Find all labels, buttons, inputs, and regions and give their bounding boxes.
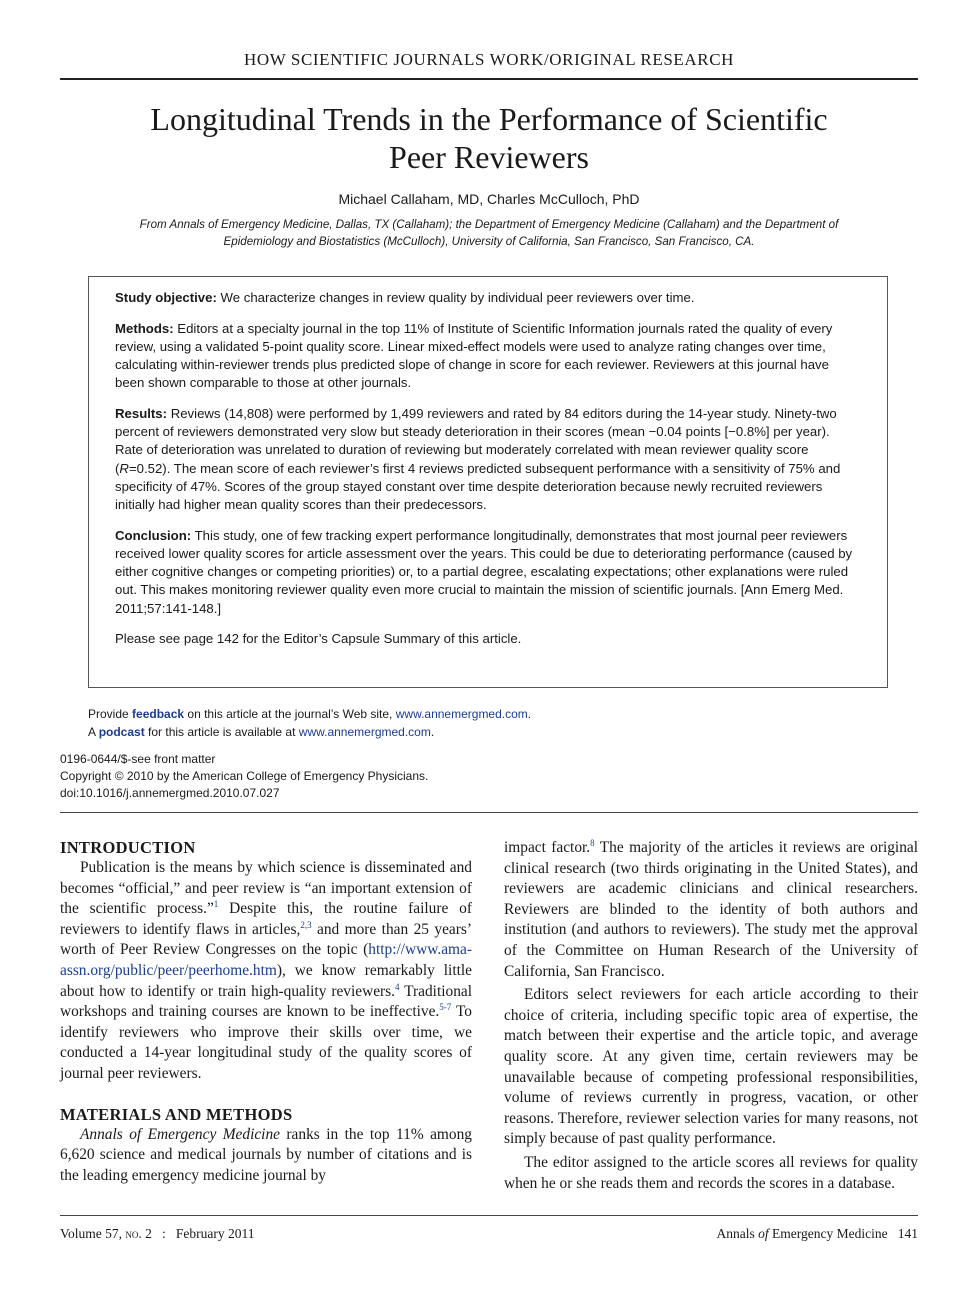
feedback-prefix: Provide xyxy=(88,707,133,721)
abstract-box xyxy=(88,276,888,688)
footer-issue: no. 2 xyxy=(125,1226,152,1241)
copyright-block xyxy=(60,751,428,802)
intro-text-f: To identify reviewers who improve their skills over time, we conducted a 14-year longitudinal study of the quality scores of journal peer reviewers. xyxy=(60,1003,472,1082)
authors: Michael Callaham, MD, Charles McCulloch, PhD xyxy=(338,191,640,207)
podcast-website-link[interactable]: www.annemergmed.com xyxy=(298,724,431,739)
abstract-objective xyxy=(115,289,861,307)
feedback-lines xyxy=(88,706,531,741)
podcast-line xyxy=(88,724,531,742)
methods-paragraph xyxy=(60,1125,472,1187)
footer-journal-of: of xyxy=(758,1226,769,1241)
results-label: Results: xyxy=(115,406,168,422)
footer-separator: : xyxy=(162,1226,166,1241)
conclusion-text: This study, one of few tracking expert performance longitudinally, demonstrates that most journal peer reviewers received lower quality scores for article assessment over the years. This could be due to deteriorating performance (caused by either cognitive changes or competing priorities) or, to a partial degree, escalating expectations; other explanations were ruled out. This makes monitoring reviewer quality even more crucial to maintain the mission of scientific journals. [Ann Emerg Med. 2011;57:141-148.] xyxy=(115,527,853,616)
intro-text-a: Publication is the means by which science is disseminated and becomes “official,” and peer review is “an important extension of the scientific process.” xyxy=(60,859,472,918)
affiliation-line-1: From Annals of Emergency Medicine, Dallas, TX (Callaham); the Department of Emergency Medicine (Callaham) and the Department of xyxy=(139,218,839,231)
methods-text: Editors at a specialty journal in the top 11% of Institute of Scientific Information journals rated the quality of every review, using a validated 5-point quality score. Linear mixed-effect models were used to analyze rating changes over time, calculating within-reviewer trends plus predicted slope of change in score for each reviewer. Reviewers at this journal have been shown comparable to those at other journals. xyxy=(115,320,833,391)
issn-line: 0196-0644/$-see front matter xyxy=(60,752,216,766)
section-header: HOW SCIENTIFIC JOURNALS WORK/ORIGINAL RESEARCH xyxy=(243,50,735,69)
introduction-heading: INTRODUCTION xyxy=(60,838,196,857)
intro-text-e: Traditional workshops and training courses are known to be ineffective. xyxy=(60,982,472,1021)
podcast-link[interactable]: podcast xyxy=(98,724,145,739)
reference-1[interactable]: 1 xyxy=(213,899,219,910)
journal-website-link[interactable]: www.annemergmed.com xyxy=(395,707,528,721)
intro-text-d: ), we know remarkably little about how to identify or train high-quality reviewers. xyxy=(60,961,472,1000)
right-text-a: impact factor. xyxy=(504,839,591,856)
feedback-end: . xyxy=(527,707,532,721)
right-text-b: The majority of the articles it reviews are original clinical research (two thirds originating in the United States), and reviewers are academic clinicians and clinical researchers. Reviewers are blinded to the identity of both authors and institution (and authors to reviewers). The study met the approval of the Committee on Human Research of the University of California, San Francisco. xyxy=(504,839,918,980)
feedback-mid: on this article at the journal’s Web site, xyxy=(184,707,396,721)
affiliation-line-2: Epidemiology and Biostatistics (McCulloch), University of California, San Francisco, San Francisco, CA. xyxy=(223,235,755,248)
footer-volume: Volume 57, xyxy=(60,1226,123,1241)
page-number: 141 xyxy=(897,1226,918,1241)
copyright-line: Copyright © 2010 by the American College of Emergency Physicians. xyxy=(60,769,429,783)
section-divider xyxy=(60,812,918,813)
doi-line: doi:10.1016/j.annemergmed.2010.07.027 xyxy=(60,786,280,800)
reference-5-7[interactable]: 5-7 xyxy=(439,1002,452,1013)
objective-text: We characterize changes in review quality by individual peer reviewers over time. xyxy=(216,290,695,305)
affiliation xyxy=(80,216,898,250)
abstract-conclusion xyxy=(115,527,861,618)
results-text-a: Reviews (14,808) were performed by 1,499 reviewers and rated by 84 editors during the 14-year study. Ninety-two percent of reviewers demonstrated very slow but steady deterioration in their scores (mean −0.04 points [−0.8%] per year). Rate of deterioration was unrelated to duration of reviewing but moderately correlated with mean reviewer quality score ( xyxy=(115,406,837,476)
scoring-paragraph: The editor assigned to the article scores all reviews for quality when he or she reads them and records the scores in a database. xyxy=(504,1153,918,1192)
body-column-right xyxy=(504,838,918,1194)
reviewer-selection-paragraph: Editors select reviewers for each article according to their choice of criteria, including specific topic area of expertise, the match between their expertise and the article topic, and average quality score. At any given time, certain reviewers may be unavailable because of competing professional responsibilities, volume of reviews currently in progress, vacation, or other reasons. Therefore, reviewer selection varies for many reasons, not simply because of past quality performance. xyxy=(504,986,918,1148)
intro-text-c: and more than 25 years’ worth of Peer Review Congresses on the topic ( xyxy=(60,920,472,959)
body-column-left xyxy=(60,838,472,1186)
footer-rule xyxy=(60,1215,918,1216)
reference-8[interactable]: 8 xyxy=(590,837,595,848)
introduction-paragraph xyxy=(60,858,472,1085)
capsule-note: Please see page 142 for the Editor’s Capsule Summary of this article. xyxy=(115,631,522,647)
conclusion-label: Conclusion: xyxy=(115,527,192,543)
objective-label: Study objective: xyxy=(115,290,217,305)
reference-4[interactable]: 4 xyxy=(395,981,400,992)
abstract-methods xyxy=(115,320,861,393)
podcast-prefix: A xyxy=(88,724,99,739)
podcast-end: . xyxy=(430,724,435,739)
header-rule xyxy=(60,78,918,80)
ama-peer-review-link[interactable]: http://www.ama-assn.org/public/peer/peerhome.htm xyxy=(60,941,472,979)
footer-date: February 2011 xyxy=(175,1226,255,1241)
results-text-b: =0.52). The mean score of each reviewer’s first 4 reviews predicted subsequent performance with a sensitivity of 75% and specificity of 47%. Scores of the group stayed constant over time despite deterioration because newly recruited reviewers initially had higher mean quality scores than their predecessors. xyxy=(115,460,841,513)
podcast-mid: for this article is available at xyxy=(144,724,299,739)
intro-text-b: Despite this, the routine failure of reviewers to identify flaws in articles, xyxy=(60,900,472,938)
results-r-symbol: R xyxy=(119,460,129,476)
footer-journal-a: Annals xyxy=(716,1226,755,1241)
footer-volume-info xyxy=(60,1226,255,1242)
footer-journal-b: Emergency Medicine xyxy=(772,1226,888,1241)
title-line-2: Peer Reviewers xyxy=(389,139,589,175)
methods-label: Methods: xyxy=(115,320,174,336)
title-line-1: Longitudinal Trends in the Performance of Scientific xyxy=(150,101,828,137)
article-title xyxy=(60,100,918,176)
abstract-results xyxy=(115,405,861,514)
journal-name: Annals of Emergency Medicine xyxy=(80,1125,280,1143)
methods-continued-paragraph xyxy=(504,838,918,982)
feedback-link[interactable]: feedback xyxy=(132,707,185,721)
footer-journal-info xyxy=(717,1226,918,1242)
methods-text-a: ranks in the top 11% among 6,620 science and medical journals by number of citations and is the leading emergency medicine journal by xyxy=(60,1125,472,1184)
reference-2-3[interactable]: 2,3 xyxy=(300,919,312,930)
feedback-line xyxy=(88,706,531,724)
methods-heading: MATERIALS AND METHODS xyxy=(60,1104,293,1124)
